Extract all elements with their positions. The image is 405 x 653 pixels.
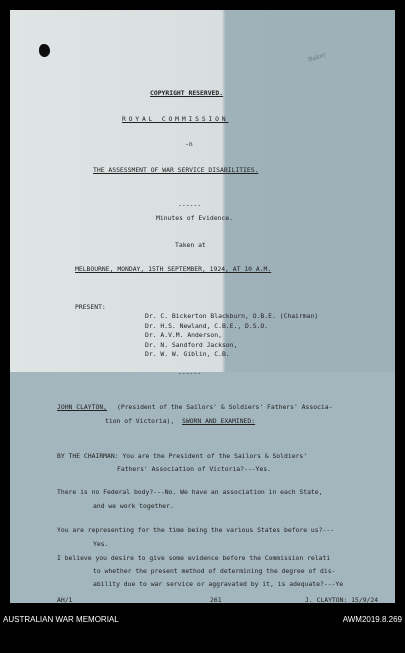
- page-number: 261: [210, 596, 222, 603]
- present-label: PRESENT:: [75, 303, 106, 311]
- hearing-location: MELBOURNE, MONDAY, 15TH SEPTEMBER, 1924, AT 10 A.M.: [75, 265, 272, 273]
- margin-note: Baker: [307, 51, 327, 64]
- testimony-line: and we work together.: [93, 502, 174, 510]
- testimony-line: I believe you desire to give some evidence before the Commission relati: [57, 554, 331, 562]
- witness-name: JOHN CLAYTON,: [57, 403, 108, 411]
- testimony-line: You are representing for the time being the various States before us?---: [57, 526, 335, 534]
- present-list: [145, 312, 318, 360]
- testimony-line: ability due to war service or aggravated by it, is adequate?---Ye: [93, 580, 344, 588]
- copyright-notice: COPYRIGHT RESERVED.: [150, 89, 224, 97]
- testimony-line: There is no Federal body?---No. We have an association in each State,: [57, 488, 323, 496]
- sworn-examined: SWORN AND EXAMINED:: [182, 417, 256, 425]
- punch-hole: [39, 44, 50, 57]
- testimony-line: Yes.: [93, 540, 109, 548]
- document-page: [10, 10, 395, 603]
- testimony-line: BY THE CHAIRMAN: You are the President of the Sailors & Soldiers': [57, 452, 308, 460]
- archive-id: AWM2019.8.269: [342, 615, 402, 624]
- present-member: Dr. N. Sandford Jackson,: [145, 340, 238, 349]
- divider-1: ------: [178, 201, 202, 209]
- present-member: Dr. C. Bickerton Blackburn, O.B.E. (Chairman): [145, 312, 319, 320]
- subject-title: THE ASSESSMENT OF WAR SERVICE DISABILITIES.: [93, 166, 259, 174]
- witness-description-cont: tion of Victoria),: [105, 417, 175, 425]
- archive-footer: [0, 603, 405, 653]
- footer-witness-date: J. CLAYTON: 15/9/24: [305, 596, 379, 603]
- footer-ref: AH/1: [57, 596, 73, 603]
- commission-title: ROYAL COMMISSION: [122, 115, 229, 123]
- present-member: Dr. W. W. Giblin, C.B.: [145, 350, 230, 358]
- testimony-line: to whether the present method of determining the degree of dis-: [93, 567, 336, 575]
- present-member: Dr. A.V.M. Anderson,: [145, 331, 222, 339]
- testimony-line: Fathers' Association of Victoria?---Yes.: [117, 465, 271, 473]
- archive-credit: AUSTRALIAN WAR MEMORIAL: [3, 615, 119, 624]
- present-member: Dr. H.S. Newland, C.B.E., D.S.O.: [145, 321, 269, 330]
- on-word: -n: [185, 140, 193, 148]
- witness-description: (President of the Sailors' & Soldiers' Fathers' Associa-: [117, 403, 333, 411]
- taken-at: Taken at: [175, 241, 206, 249]
- divider-2: ------: [178, 369, 202, 377]
- minutes-heading: Minutes of Evidence.: [156, 214, 233, 222]
